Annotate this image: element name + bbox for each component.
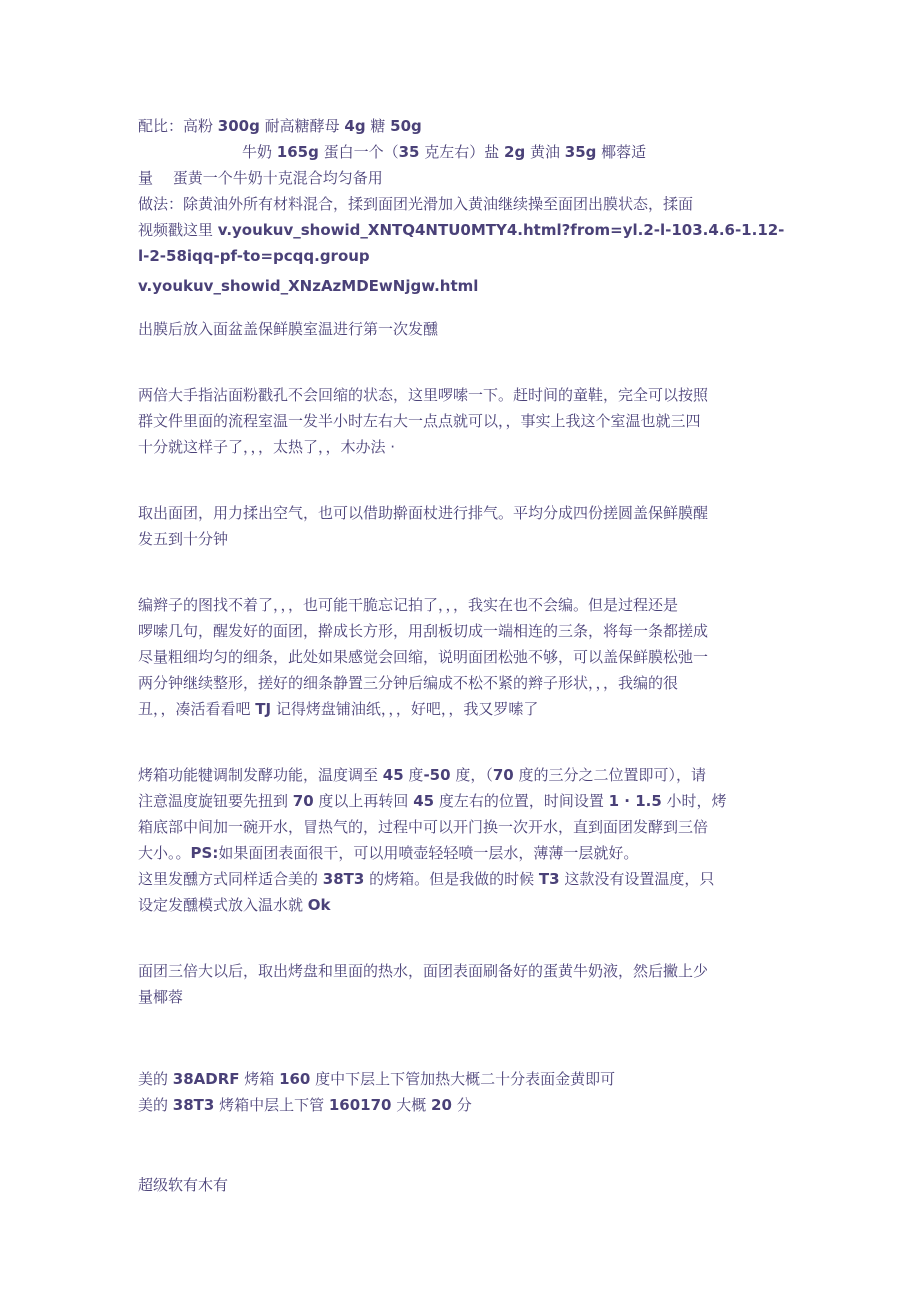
text-run: 2g: [504, 143, 526, 161]
text-line: 群文件里面的流程室温一发半小时左右大一点点就可以，，事实上我这个室温也就三四: [138, 412, 701, 430]
text-line: [138, 866, 788, 892]
text-run: 300g: [217, 117, 260, 135]
text-run: 38ADRF: [172, 1070, 240, 1088]
text-run: 45: [382, 766, 404, 784]
document-body: [138, 113, 788, 1198]
paragraph-7: [138, 1066, 788, 1118]
text-run: -50: [423, 766, 451, 784]
method-line-2: [138, 217, 788, 243]
text-run: 如果面团表面很干，可以用喷壶轻轻喷一层水，薄薄一层就好。: [218, 844, 639, 862]
text-run: 这款没有设置温度，只: [559, 870, 715, 888]
ratio-line-1: [138, 113, 788, 139]
text-run: 美的: [138, 1096, 173, 1114]
text-run: 38T3: [322, 870, 365, 888]
paragraph-3: [138, 500, 788, 552]
text-run: 牛奶: [242, 143, 277, 161]
text-run: 45: [413, 792, 435, 810]
text-run: 耐高糖酵母: [259, 117, 345, 135]
text-run: 蛋白一个（: [318, 143, 399, 161]
text-run: 度以上再转回: [313, 792, 414, 810]
paragraph-5: [138, 762, 788, 918]
text-line: [138, 788, 788, 814]
paragraph-1: 出膜后放入面盆盖保鲜膜室温进行第一次发醺: [138, 320, 439, 338]
text-run: 记得烤盘铺油纸，，，好吧，，我又罗嗦了: [271, 700, 539, 718]
video-link-2: v.youkuv_showid_XNzAzMDEwNjgw.html: [138, 277, 479, 295]
text-run: 70: [292, 792, 314, 810]
text-run: 的烤箱。但是我做的时候: [364, 870, 539, 888]
text-line: 编辫子的图找不着了，，，也可能干脆忘记拍了，，，我实在也不会编。但是过程还是: [138, 596, 679, 614]
ratio-line-3: 量 蛋黄一个牛奶十克混合均匀备用: [138, 169, 383, 187]
text-run: 分: [451, 1096, 472, 1114]
text-run: 设定发醺模式放入温水就: [138, 896, 308, 914]
text-run: 度，（: [450, 766, 493, 784]
text-line: 量椰蓉: [138, 988, 184, 1006]
text-run: 160: [279, 1070, 311, 1088]
method-line-1: 做法：除黄油外所有材料混合，揉到面团光滑加入黄油继续操至面团出膜状态，揉面: [138, 195, 694, 213]
text-run: PS:: [190, 844, 219, 862]
text-run: 38T3: [172, 1096, 215, 1114]
text-run: 20: [431, 1096, 452, 1114]
text-run: 椰蓉适: [596, 143, 647, 161]
text-line: [138, 762, 788, 788]
text-run: 大概: [391, 1096, 432, 1114]
text-run: 160170: [328, 1096, 392, 1114]
text-line: 箱底部中间加一碗开水，冒热气的，过程中可以开门换一次开水，直到面团发酵到三倍: [138, 818, 709, 836]
text-run: T3: [538, 870, 560, 888]
text-run: 35g: [564, 143, 597, 161]
paragraph-8: 超级软有木有: [138, 1176, 229, 1194]
text-run: 丑，，凑活看看吧: [138, 700, 256, 718]
text-line: [138, 1092, 788, 1118]
text-line: [138, 840, 788, 866]
video-link-1: v.youkuv_showid_XNTQ4NTU0MTY4.html?from=yl.2-l-103.4.6-1.12-: [217, 221, 785, 239]
text-run: 大小。。: [138, 844, 191, 862]
text-line: 两分钟继续整形，搓好的细条静置三分钟后编成不松不紧的辫子形状，，，我编的很: [138, 674, 679, 692]
text-run: 小时，烤: [661, 792, 727, 810]
text-run: 烤箱中层上下管: [214, 1096, 329, 1114]
paragraph-2: [138, 382, 788, 460]
text-run: 度左右的位置，时间设置: [434, 792, 609, 810]
text-run: 烤箱: [239, 1070, 280, 1088]
text-run: 度: [403, 766, 424, 784]
text-run: 糖: [365, 117, 391, 135]
text-run: 克左右）盐: [419, 143, 505, 161]
text-run: 165g: [276, 143, 319, 161]
text-run: 烤箱功能犍调制发酵功能，温度调至: [138, 766, 383, 784]
ratio-label: 配比：: [138, 117, 184, 135]
text-run: TJ: [255, 700, 272, 718]
text-run: 度中下层上下管加热大概二十分表面金黄即可: [310, 1070, 616, 1088]
text-run: 美的: [138, 1070, 173, 1088]
text-run: Ok: [307, 896, 331, 914]
text-line: [138, 892, 788, 918]
ratio-line-2: [138, 139, 788, 165]
paragraph-4: [138, 592, 788, 722]
text-run: 这里发醺方式同样适合美的: [138, 870, 323, 888]
text-line: 取出面团，用力揉出空气，也可以借助擀面杖进行排气。平均分成四份搓圆盖保鲜膜醒: [138, 504, 709, 522]
text-run: 高粉: [183, 117, 218, 135]
paragraph-6: [138, 958, 788, 1010]
text-line: [138, 1066, 788, 1092]
method-line-3: l-2-58iqq-pf-to=pcqq.group: [138, 247, 370, 265]
text-line: 尽量粗细均匀的细条，此处如果感觉会回缩，说明面团松弛不够，可以盖保鲜膜松弛一: [138, 648, 709, 666]
text-line: 十分就这样子了，，，太热了，，木办法 ·: [138, 438, 396, 456]
text-run: 70: [492, 766, 514, 784]
text-run: 度的三分之二位置即可），请: [513, 766, 706, 784]
text-run: 4g: [344, 117, 366, 135]
text-line: 两倍大手指沾面粉戳孔不会回缩的状态，这里啰嗦一下。赶时间的童鞋，完全可以按照: [138, 386, 709, 404]
text-run: 35: [398, 143, 420, 161]
text-line: 啰嗦几句，醒发好的面团，擀成长方形，用刮板切成一端相连的三条，将每一条都搓成: [138, 622, 709, 640]
text-line: 面团三倍大以后，取出烤盘和里面的热水，面团表面刷备好的蛋黄牛奶液，然后撇上少: [138, 962, 709, 980]
text-run: 1 · 1.5: [608, 792, 662, 810]
text-run: 注意温度旋钮要先扭到: [138, 792, 293, 810]
text-run: 视频戳这里: [138, 221, 218, 239]
text-line: 发五到十分钟: [138, 530, 229, 548]
text-line: [138, 696, 788, 722]
text-run: 黄油: [525, 143, 565, 161]
text-run: 50g: [390, 117, 422, 135]
